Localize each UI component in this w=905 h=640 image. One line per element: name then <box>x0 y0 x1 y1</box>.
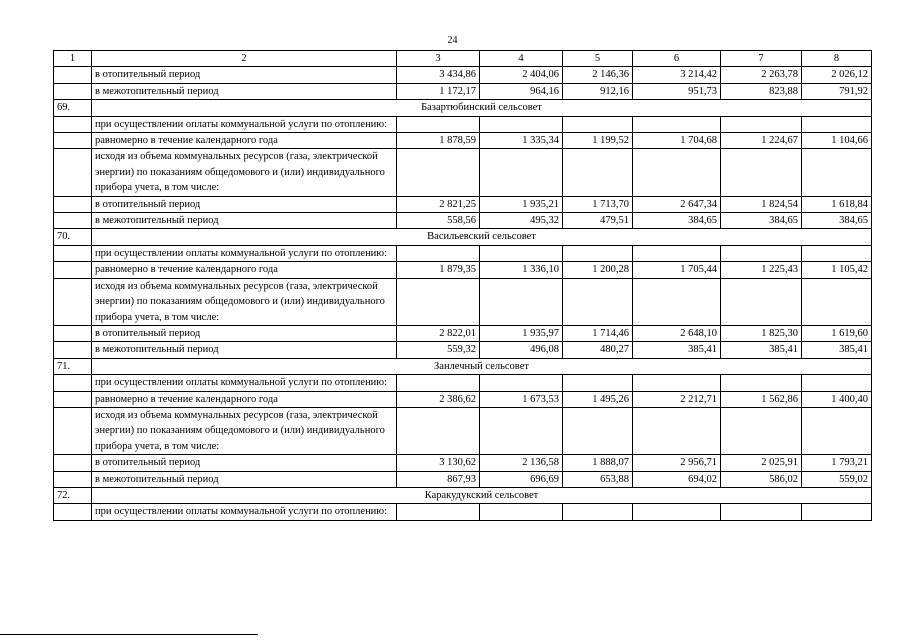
row-label: исходя из объема коммунальных ресурсов (газа, электрической энергии) по показаниям общедомового и (или) индивидуального прибора учета, в том числе: <box>92 407 397 454</box>
table-row <box>54 67 872 83</box>
value-cell: 385,41 <box>633 342 721 358</box>
value-cell <box>802 245 872 261</box>
value-cell: 1 225,43 <box>721 262 802 278</box>
value-cell <box>480 504 563 520</box>
row-label: в межотопительный период <box>92 471 397 487</box>
index-cell <box>54 149 92 196</box>
index-cell <box>54 83 92 99</box>
value-cell: 951,73 <box>633 83 721 99</box>
value-cell: 2 025,91 <box>721 455 802 471</box>
value-cell <box>480 407 563 454</box>
table-row <box>54 83 872 99</box>
row-label: при осуществлении оплаты коммунальной услуги по отоплению: <box>92 504 397 520</box>
value-cell: 2 026,12 <box>802 67 872 83</box>
value-cell: 2 822,01 <box>397 325 480 341</box>
value-cell <box>480 278 563 325</box>
header-cell: 7 <box>721 51 802 67</box>
header-cell: 5 <box>563 51 633 67</box>
value-cell <box>480 116 563 132</box>
index-cell <box>54 325 92 341</box>
value-cell: 1 400,40 <box>802 391 872 407</box>
value-cell <box>802 149 872 196</box>
row-label: при осуществлении оплаты коммунальной услуги по отоплению: <box>92 116 397 132</box>
value-cell: 1 935,21 <box>480 196 563 212</box>
value-cell <box>563 149 633 196</box>
value-cell <box>480 245 563 261</box>
value-cell: 1 618,84 <box>802 196 872 212</box>
index-cell <box>54 245 92 261</box>
index-cell <box>54 391 92 407</box>
value-cell <box>633 407 721 454</box>
value-cell: 2 212,71 <box>633 391 721 407</box>
section-number: 72. <box>54 487 92 503</box>
value-cell <box>397 407 480 454</box>
tariff-table <box>53 50 872 521</box>
index-cell <box>54 342 92 358</box>
section-number: 71. <box>54 358 92 374</box>
value-cell: 1 200,28 <box>563 262 633 278</box>
row-label: равномерно в течение календарного года <box>92 133 397 149</box>
table-row <box>54 213 872 229</box>
value-cell: 791,92 <box>802 83 872 99</box>
value-cell: 1 562,86 <box>721 391 802 407</box>
value-cell <box>802 504 872 520</box>
index-cell <box>54 196 92 212</box>
value-cell <box>397 149 480 196</box>
value-cell <box>563 116 633 132</box>
value-cell: 1 619,60 <box>802 325 872 341</box>
value-cell: 1 673,53 <box>480 391 563 407</box>
value-cell: 2 386,62 <box>397 391 480 407</box>
section-title: Занлечный сельсовет <box>92 358 872 374</box>
index-cell <box>54 471 92 487</box>
value-cell <box>721 245 802 261</box>
value-cell: 2 648,10 <box>633 325 721 341</box>
value-cell: 823,88 <box>721 83 802 99</box>
value-cell <box>563 278 633 325</box>
value-cell: 2 821,25 <box>397 196 480 212</box>
value-cell <box>563 245 633 261</box>
row-label: в межотопительный период <box>92 342 397 358</box>
value-cell <box>633 504 721 520</box>
value-cell: 1 705,44 <box>633 262 721 278</box>
value-cell <box>721 375 802 391</box>
table-row <box>54 116 872 132</box>
value-cell: 1 224,67 <box>721 133 802 149</box>
row-label: равномерно в течение календарного года <box>92 262 397 278</box>
value-cell <box>721 149 802 196</box>
value-cell: 653,88 <box>563 471 633 487</box>
table-row <box>54 471 872 487</box>
row-label: в межотопительный период <box>92 213 397 229</box>
value-cell: 384,65 <box>633 213 721 229</box>
value-cell: 1 495,26 <box>563 391 633 407</box>
value-cell <box>721 504 802 520</box>
header-row <box>54 51 872 67</box>
value-cell: 385,41 <box>721 342 802 358</box>
value-cell: 2 136,58 <box>480 455 563 471</box>
row-label: при осуществлении оплаты коммунальной услуги по отоплению: <box>92 245 397 261</box>
index-cell <box>54 375 92 391</box>
value-cell: 3 434,86 <box>397 67 480 83</box>
section-row <box>54 487 872 503</box>
value-cell: 559,02 <box>802 471 872 487</box>
value-cell: 384,65 <box>721 213 802 229</box>
section-row <box>54 229 872 245</box>
section-number: 70. <box>54 229 92 245</box>
value-cell: 1 105,42 <box>802 262 872 278</box>
value-cell: 1 935,97 <box>480 325 563 341</box>
value-cell: 3 130,62 <box>397 455 480 471</box>
value-cell <box>397 504 480 520</box>
value-cell: 1 172,17 <box>397 83 480 99</box>
table-row <box>54 342 872 358</box>
table-row <box>54 391 872 407</box>
index-cell <box>54 278 92 325</box>
value-cell: 1 878,59 <box>397 133 480 149</box>
value-cell: 1 714,46 <box>563 325 633 341</box>
section-row <box>54 100 872 116</box>
value-cell: 2 647,34 <box>633 196 721 212</box>
value-cell: 2 404,06 <box>480 67 563 83</box>
value-cell <box>721 278 802 325</box>
value-cell: 1 104,66 <box>802 133 872 149</box>
index-cell <box>54 116 92 132</box>
value-cell: 1 704,68 <box>633 133 721 149</box>
value-cell: 559,32 <box>397 342 480 358</box>
value-cell <box>721 407 802 454</box>
value-cell: 1 199,52 <box>563 133 633 149</box>
table-row <box>54 455 872 471</box>
value-cell: 696,69 <box>480 471 563 487</box>
value-cell: 1 713,70 <box>563 196 633 212</box>
value-cell: 3 214,42 <box>633 67 721 83</box>
value-cell <box>633 149 721 196</box>
value-cell <box>802 375 872 391</box>
value-cell: 912,16 <box>563 83 633 99</box>
table-row <box>54 278 872 325</box>
section-title: Каракудукский сельсовет <box>92 487 872 503</box>
section-title: Васильевский сельсовет <box>92 229 872 245</box>
header-cell: 4 <box>480 51 563 67</box>
table-row <box>54 262 872 278</box>
row-label: в межотопительный период <box>92 83 397 99</box>
header-cell: 8 <box>802 51 872 67</box>
value-cell: 384,65 <box>802 213 872 229</box>
value-cell <box>563 407 633 454</box>
row-label: равномерно в течение календарного года <box>92 391 397 407</box>
value-cell <box>802 278 872 325</box>
value-cell <box>480 375 563 391</box>
row-label: в отопительный период <box>92 67 397 83</box>
value-cell: 1 793,21 <box>802 455 872 471</box>
index-cell <box>54 407 92 454</box>
table-row <box>54 325 872 341</box>
table-row <box>54 504 872 520</box>
value-cell: 2 956,71 <box>633 455 721 471</box>
value-cell <box>633 116 721 132</box>
value-cell: 1 335,34 <box>480 133 563 149</box>
value-cell: 964,16 <box>480 83 563 99</box>
value-cell: 867,93 <box>397 471 480 487</box>
value-cell <box>563 375 633 391</box>
value-cell: 495,32 <box>480 213 563 229</box>
row-label: исходя из объема коммунальных ресурсов (газа, электрической энергии) по показаниям общедомового и (или) индивидуального прибора учета, в том числе: <box>92 149 397 196</box>
value-cell: 479,51 <box>563 213 633 229</box>
row-label: при осуществлении оплаты коммунальной услуги по отоплению: <box>92 375 397 391</box>
index-cell <box>54 504 92 520</box>
index-cell <box>54 133 92 149</box>
value-cell: 1 888,07 <box>563 455 633 471</box>
header-cell: 6 <box>633 51 721 67</box>
section-number: 69. <box>54 100 92 116</box>
value-cell: 2 263,78 <box>721 67 802 83</box>
index-cell <box>54 262 92 278</box>
section-title: Базартюбинский сельсовет <box>92 100 872 116</box>
value-cell: 385,41 <box>802 342 872 358</box>
value-cell: 1 824,54 <box>721 196 802 212</box>
value-cell <box>721 116 802 132</box>
value-cell <box>397 375 480 391</box>
index-cell <box>54 455 92 471</box>
value-cell: 586,02 <box>721 471 802 487</box>
table-row <box>54 375 872 391</box>
section-row <box>54 358 872 374</box>
value-cell: 2 146,36 <box>563 67 633 83</box>
index-cell <box>54 213 92 229</box>
footnote-rule <box>0 634 258 635</box>
value-cell: 694,02 <box>633 471 721 487</box>
value-cell <box>802 407 872 454</box>
value-cell <box>397 245 480 261</box>
value-cell <box>563 504 633 520</box>
header-cell: 3 <box>397 51 480 67</box>
row-label: исходя из объема коммунальных ресурсов (газа, электрической энергии) по показаниям общедомового и (или) индивидуального прибора учета, в том числе: <box>92 278 397 325</box>
value-cell <box>633 375 721 391</box>
table-row <box>54 133 872 149</box>
value-cell <box>802 116 872 132</box>
table-body <box>54 51 872 521</box>
table-row <box>54 407 872 454</box>
value-cell: 1 879,35 <box>397 262 480 278</box>
value-cell <box>397 278 480 325</box>
header-cell: 2 <box>92 51 397 67</box>
header-cell: 1 <box>54 51 92 67</box>
value-cell <box>397 116 480 132</box>
value-cell <box>633 278 721 325</box>
table-row <box>54 149 872 196</box>
row-label: в отопительный период <box>92 455 397 471</box>
value-cell: 496,08 <box>480 342 563 358</box>
value-cell: 1 336,10 <box>480 262 563 278</box>
value-cell: 1 825,30 <box>721 325 802 341</box>
table-row <box>54 196 872 212</box>
value-cell <box>633 245 721 261</box>
table-row <box>54 245 872 261</box>
row-label: в отопительный период <box>92 196 397 212</box>
value-cell: 558,56 <box>397 213 480 229</box>
value-cell <box>480 149 563 196</box>
index-cell <box>54 67 92 83</box>
row-label: в отопительный период <box>92 325 397 341</box>
value-cell: 480,27 <box>563 342 633 358</box>
page-number: 24 <box>447 35 458 46</box>
